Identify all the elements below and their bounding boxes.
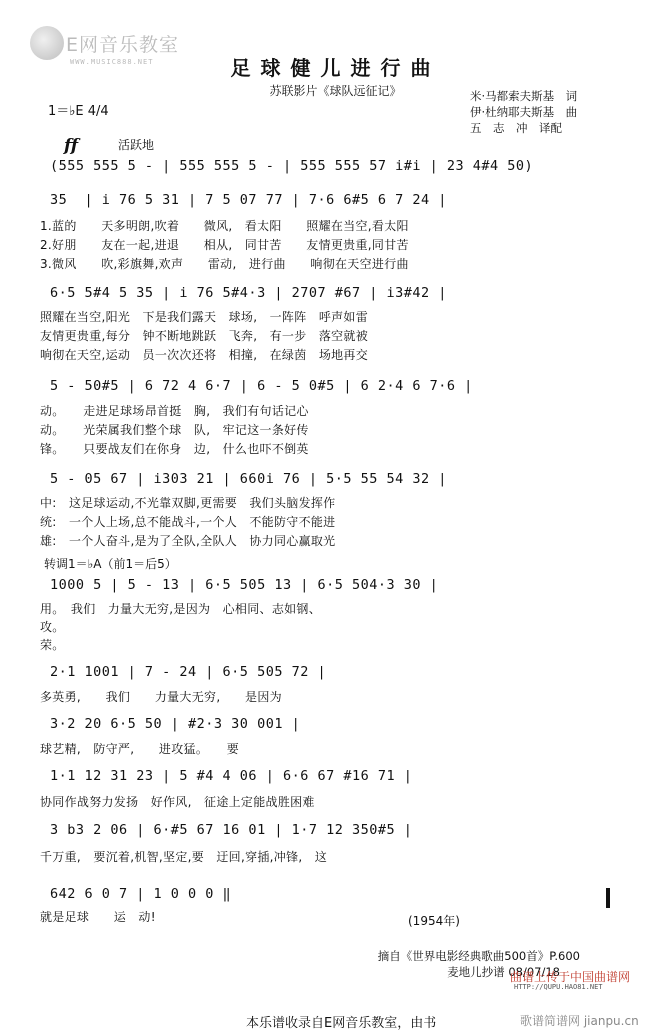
notes-line-10: 642 6 0 7 | 1 0 0 0 ‖ <box>50 886 232 902</box>
lyric-line: 攻。 <box>40 620 65 634</box>
lyric-line: 球艺精, 防守严, 进攻猛。 要 <box>40 742 240 756</box>
lyric-line: 雄: 一个人奋斗,是为了全队,全队人 协力同心赢取光 <box>40 534 336 548</box>
credit-composer: 伊·杜纳耶夫斯基 曲 <box>470 105 578 119</box>
notes-line-1: 35 | i 76 5 31 | 7 5 07 77 | 7·6 6#5 6 7 24 | <box>50 192 447 208</box>
watermark-text: 曲谱上传于中国曲谱网 <box>510 970 631 984</box>
page-title: 足球健儿进行曲 <box>230 56 441 80</box>
lyric-line: 动。 光荣属我们整个球 队, 牢记这一条好传 <box>40 423 309 437</box>
lyric-line: 2.好朋 友在一起,进退 相从, 同甘苦 友情更贵重,同甘苦 <box>40 238 409 252</box>
key-signature: 1＝♭E 4/4 <box>48 104 109 119</box>
credits <box>470 88 577 136</box>
lyric-line: 照耀在当空,阳光 下是我们露天 球场, 一阵阵 呼声如雷 <box>40 310 369 324</box>
lyric-line: 荣。 <box>40 638 65 652</box>
lyric-line: 千万重, 要沉着,机智,坚定,要 迂回,穿插,冲锋, 这 <box>40 850 328 864</box>
notes-line-5: 1000 5 | 5 - 13 | 6·5 505 13 | 6·5 504·3 30 | <box>50 577 439 593</box>
lyric-line: 锋。 只要战友们在你身 边, 什么也吓不倒英 <box>40 442 309 456</box>
final-barline <box>606 888 610 908</box>
lyric-line: 就是足球 运 动! <box>40 910 156 924</box>
lyric-line: 统: 一个人上场,总不能战斗,一个人 不能防守不能进 <box>40 515 336 529</box>
lyric-line: 中: 这足球运动,不光靠双脚,更需要 我们头脑发挥作 <box>40 496 336 510</box>
lyric-line: 多英勇, 我们 力量大无穷, 是因为 <box>40 690 282 704</box>
lyric-line: 3.微风 吹,彩旗舞,欢声 雷动, 进行曲 响彻在天空进行曲 <box>40 257 409 271</box>
notes-line-4: 5 - 05 67 | i303 21 | 660i 76 | 5·5 55 54 32 | <box>50 471 447 487</box>
page-subtitle: 苏联影片《球队远征记》 <box>269 84 402 98</box>
notes-line-2: 6·5 5#4 5 35 | i 76 5#4·3 | 2707 #67 | i3#42 | <box>50 285 447 301</box>
notes-line-intro: (555 555 5 - | 555 555 5 - | 555 555 57 i#i | 23 4#4 50) <box>50 158 534 174</box>
year-note: (1954年) <box>408 914 460 928</box>
logo-brand: E网音乐教室 <box>66 34 180 56</box>
notes-line-6: 2·1 1001 | 7 - 24 | 6·5 505 72 | <box>50 664 327 680</box>
footer-note: 本乐谱收录自E网音乐教室，由书 <box>246 1016 437 1031</box>
credit-translator: 五 志 冲 译配 <box>470 121 562 135</box>
lyric-line: 用。 我们 力量大无穷,是因为 心相同、志如钢、 <box>40 602 322 616</box>
lyric-line: 友情更贵重,每分 钟不断地跳跃 飞奔, 有一步 落空就被 <box>40 329 369 343</box>
watermark-url: HTTP://QUPU.HAO81.NET <box>514 983 603 991</box>
key-change: 转调1＝♭A（前1＝后5） <box>44 557 177 571</box>
dynamic-marking: ff <box>64 136 79 156</box>
lyric-line: 协同作战努力发扬 好作风, 征途上定能战胜困难 <box>40 795 315 809</box>
lyric-line: 响彻在天空,运动 员一次次还将 相撞, 在绿茵 场地再交 <box>40 348 369 362</box>
watermark-site: 歌谱简谱网 jianpu.cn <box>520 1014 639 1028</box>
notes-line-3: 5 - 50#5 | 6 72 4 6·7 | 6 - 5 0#5 | 6 2·4 6 7·6 | <box>50 378 473 394</box>
logo-url: WWW.MUSIC888.NET <box>70 58 154 66</box>
tempo-marking: 活跃地 <box>118 138 155 152</box>
lyric-line: 动。 走进足球场昂首挺 胸, 我们有句话记心 <box>40 404 309 418</box>
lyric-line: 1.蓝的 天多明朗,吹着 微风, 看太阳 照耀在当空,看太阳 <box>40 219 409 233</box>
notes-line-9: 3 b3 2 06 | 6·#5 67 16 01 | 1·7 12 350#5 | <box>50 822 413 838</box>
notes-line-7: 3·2 20 6·5 50 | #2·3 30 001 | <box>50 716 301 732</box>
credit-lyricist: 米·马都索夫斯基 词 <box>470 89 578 103</box>
notes-line-8: 1·1 12 31 23 | 5 #4 4 06 | 6·6 67 #16 71 | <box>50 768 413 784</box>
copyist-note: 麦地儿抄谱 08/07/18 <box>447 965 560 979</box>
source-note: 摘自《世界电影经典歌曲500首》P.600 <box>377 949 580 963</box>
